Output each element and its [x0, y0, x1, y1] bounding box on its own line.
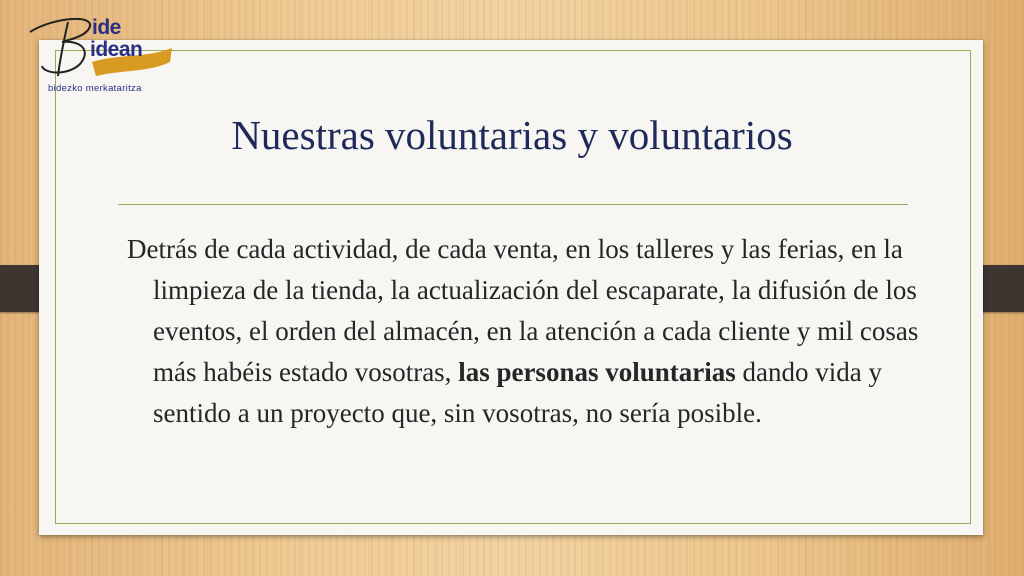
title-divider: [118, 204, 908, 205]
logo-tagline: bidezko merkataritza: [48, 83, 142, 94]
slide-body: [127, 229, 943, 434]
body-text-part2: dando vida y sentido a un proyecto que, sin vosotras, no sería posible.: [153, 357, 882, 428]
logo-text-line1: ide: [92, 16, 121, 39]
slide-title: Nuestras voluntarias y voluntarios: [231, 112, 793, 158]
logo-text-line2: idean: [90, 38, 143, 61]
body-text-bold: las personas voluntarias: [458, 357, 736, 387]
body-text-part1: Detrás de cada actividad, de cada venta, en los talleres y las ferias, en la limpieza de la tienda, la actualización del escaparate, la difusión de los eventos, el orden del almacén, en la atención a cada cliente y mil cosas más habéis estado vosotras,: [127, 234, 919, 387]
bidean-logo: [22, 10, 182, 100]
